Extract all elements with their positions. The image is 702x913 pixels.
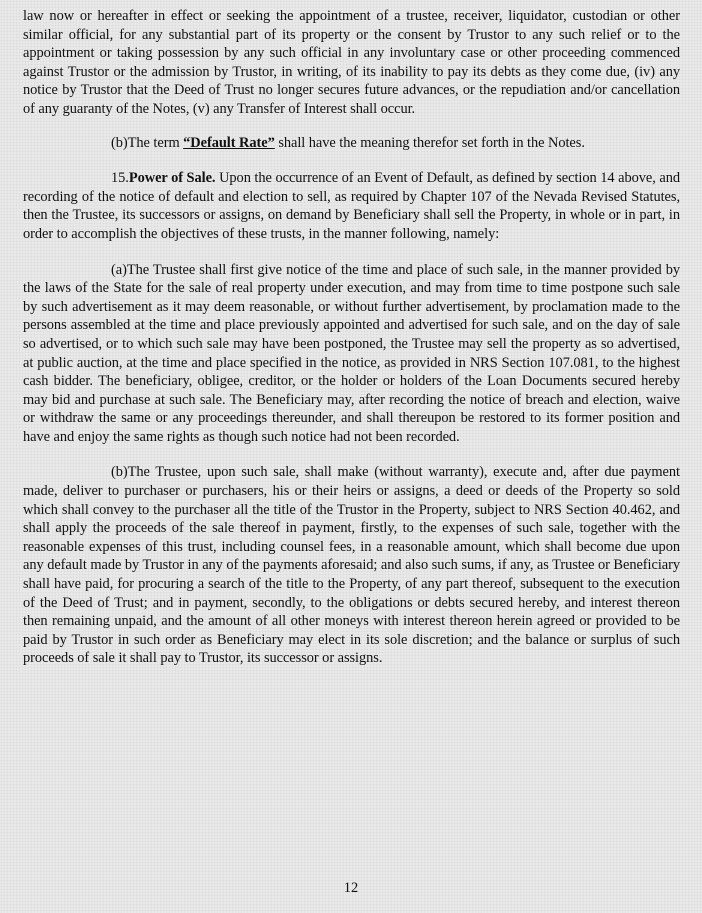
section-title: Power of Sale.: [128, 170, 216, 187]
paragraph-text: The Trustee, upon such sale, shall make (without warranty), execute and, after due payment made, deliver to purchaser or purchasers, his or their heirs or assigns, a deed or deeds of the Property so sold which shall convey to the purchaser all the title of the Trustor in the Property, subject to NRS Section 40.462, and shall apply the proceeds of the sale thereof in payment, firstly, to the expenses of such sale, together with the reasonable expenses of this trust, including counsel fees, in a reasonable amount, which shall become due upon any default made by Trustor in any of the payments aforesaid; and also such sums, if any, as Trustee or Beneficiary shall have paid, for procuring a search of the title to the Property, of any part thereof, subsequent to the execution of the Deed of Trust; and in payment, secondly, to the obligations or debts secured hereby, and interest thereon then remaining unpaid, and the amount of all other moneys with interest thereon herein agreed or provided to be paid by Trustor in such order as Beneficiary may elect in its sole discretion; and the balance or surplus of such proceeds of sale it shall pay to Trustor, its successor or assigns.: [23, 464, 680, 667]
paragraph-label: (b): [111, 464, 128, 481]
section-number: 15.: [111, 170, 129, 187]
paragraph-15b: [23, 463, 680, 668]
paragraph-text: The term: [127, 134, 184, 151]
section-15: [23, 169, 680, 243]
paragraph-text: shall have the meaning therefor set forth in the Notes.: [274, 134, 585, 151]
paragraph-label: (b): [111, 134, 128, 151]
defined-term: “Default Rate”: [183, 134, 275, 151]
section-text: Upon the occurrence of an Event of Default, as defined by section 14 above, and recording of the notice of default and election to sell, as required by Chapter 107 of the Nevada Revised Statutes, then the Trustee, its successors or assigns, on demand by Beneficiary shall sell the Property, in whole or in part, in order to accomplish the objectives of these trusts, in the manner following, namely:: [23, 170, 680, 242]
paragraph-14b: [23, 134, 680, 153]
paragraph-continuation: law now or hereafter in effect or seeking the appointment of a trustee, receiver, liquidator, custodian or other similar official, for any substantial part of its property or the consent by Trustor to any such relief or to the appointment or taking possession by any such official in any involuntary case or other proceeding commenced against Trustor or the admission by Trustor, in writing, of its inability to pay its debts as they come due, (iv) any notice by Trustor that the Deed of Trust no longer secures future advances, or the repudiation and/or cancellation of any guaranty of the Notes, (v) any Transfer of Interest shall occur.: [23, 8, 680, 117]
paragraph-15a: [23, 261, 680, 447]
paragraph-text: The Trustee shall first give notice of the time and place of such sale, in the manner provided by the laws of the State for the sale of real property under execution, and may from time to time postpone such sale by such advertisement as it may deem reasonable, or without further advertisement, by proclamation made to the persons assembled at the time and place previously appointed and advertised for such sale, and on the day of sale so advertised, or to which such sale may have been postponed, the Trustee may sell the property as so advertised, at public auction, at the time and place specified in the notice, as provided in NRS Section 107.081, to the highest cash bidder. The beneficiary, obligee, creditor, or the holder or holders of the Loan Documents secured hereby may bid and purchase at such sale. The Beneficiary may, after recording the notice of breach and election, waive or withdraw the same or any proceedings thereunder, and shall thereupon be restored to its former position and have and enjoy the same rights as though such notice had not been recorded.: [23, 261, 680, 445]
paragraph-label: (a): [111, 261, 127, 278]
page-number: 12: [343, 880, 359, 896]
